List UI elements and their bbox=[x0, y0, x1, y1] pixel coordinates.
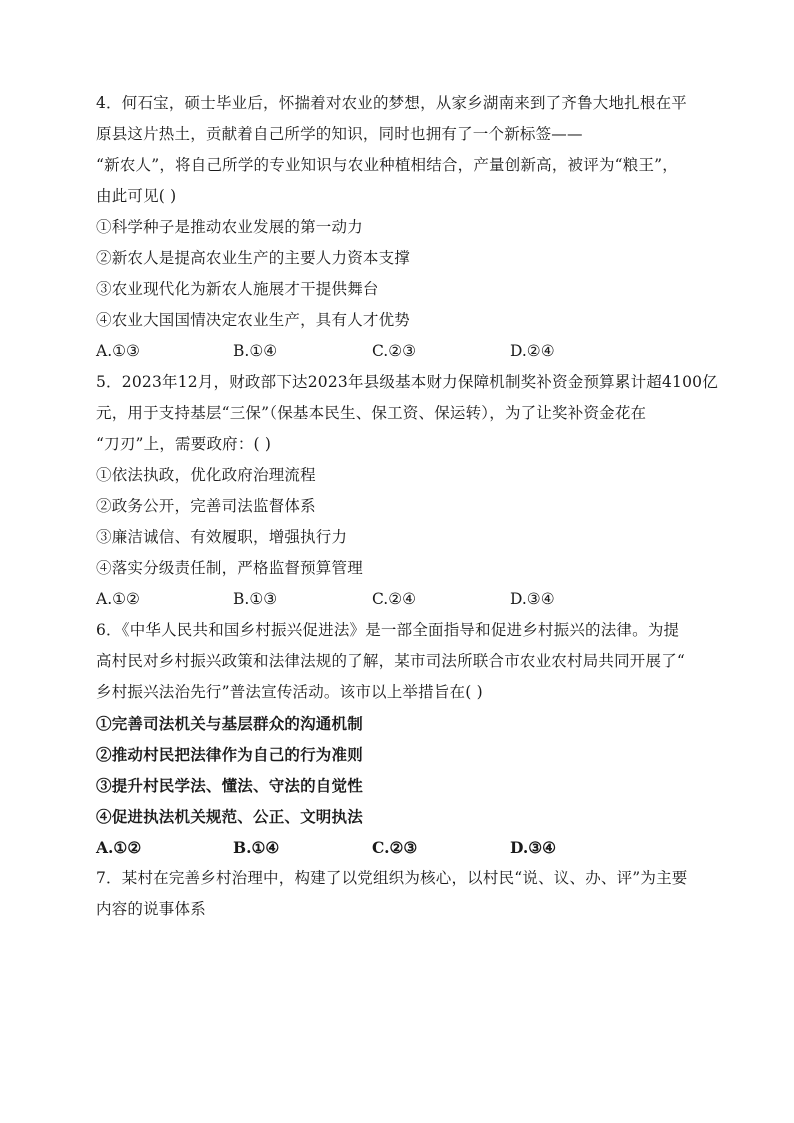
statement-3: ③提升村民学法、懂法、守法的自觉性 bbox=[96, 776, 363, 795]
answer-options bbox=[96, 336, 706, 367]
option-c[interactable]: C.②③ bbox=[372, 342, 417, 360]
statement-4: ④农业大国国情决定农业生产，具有人才优势 bbox=[96, 311, 411, 329]
question-5 bbox=[96, 367, 718, 615]
option-d[interactable]: D.②④ bbox=[510, 342, 555, 360]
statement-1: ①依法执政，优化政府治理流程 bbox=[96, 466, 316, 484]
question-stem-line: 元，用于支持基层“三保”（保基本民生、保工资、保运转），为了让奖补资金花在 bbox=[96, 404, 647, 422]
statement-2: ②推动村民把法律作为自己的行为准则 bbox=[96, 745, 363, 764]
option-b[interactable]: B.①③ bbox=[233, 590, 278, 608]
question-stem-line: 7．某村在完善乡村治理中，构建了以党组织为核心，以村民“说、议、办、评”为主要 bbox=[96, 869, 688, 887]
option-d[interactable]: D.③④ bbox=[510, 838, 557, 857]
question-7 bbox=[96, 863, 706, 925]
option-b[interactable]: B.①④ bbox=[233, 838, 280, 857]
option-a[interactable]: A.①② bbox=[96, 838, 142, 857]
question-stem-line: 高村民对乡村振兴政策和法律法规的了解，某市司法所联合市农业农村局共同开展了“ bbox=[96, 652, 686, 670]
option-a[interactable]: A.①② bbox=[96, 590, 140, 608]
option-c[interactable]: C.②④ bbox=[372, 590, 417, 608]
statement-1: ①科学种子是推动农业发展的第一动力 bbox=[96, 218, 363, 236]
question-4 bbox=[96, 88, 706, 367]
statement-3: ③农业现代化为新农人施展才干提供舞台 bbox=[96, 280, 379, 298]
statement-4: ④落实分级责任制，严格监督预算管理 bbox=[96, 559, 363, 577]
answer-options bbox=[96, 584, 706, 615]
question-stem-line: 4．何石宝，硕士毕业后，怀揣着对农业的梦想，从家乡湖南来到了齐鲁大地扎根在平 bbox=[96, 94, 687, 112]
statement-3: ③廉洁诚信、有效履职，增强执行力 bbox=[96, 528, 348, 546]
question-6 bbox=[96, 615, 706, 863]
option-a[interactable]: A.①③ bbox=[96, 342, 140, 360]
question-stem-line: 内容的说事体系 bbox=[96, 900, 206, 918]
option-c[interactable]: C.②③ bbox=[372, 838, 418, 857]
question-stem-line: “刀刃”上，需要政府：( ) bbox=[96, 435, 272, 453]
question-stem-line: “新农人”，将自己所学的专业知识与农业种植相结合，产量创新高，被评为“粮王”， bbox=[96, 156, 678, 174]
statement-4: ④促进执法机关规范、公正、文明执法 bbox=[96, 807, 363, 826]
question-stem-line: 5．2023年12月，财政部下达2023年县级基本财力保障机制奖补资金预算累计超4100亿 bbox=[96, 373, 718, 391]
question-stem-line: 乡村振兴法治先行”普法宣传活动。该市以上举措旨在( ) bbox=[96, 683, 483, 701]
statement-2: ②新农人是提高农业生产的主要人力资本支撑 bbox=[96, 249, 411, 267]
option-d[interactable]: D.③④ bbox=[510, 590, 555, 608]
statement-1: ①完善司法机关与基层群众的沟通机制 bbox=[96, 714, 363, 733]
question-stem-line: 原县这片热土，贡献着自己所学的知识，同时也拥有了一个新标签—— bbox=[96, 125, 583, 143]
answer-options bbox=[96, 832, 706, 863]
statement-2: ②政务公开，完善司法监督体系 bbox=[96, 497, 316, 515]
option-b[interactable]: B.①④ bbox=[233, 342, 278, 360]
exam-page bbox=[96, 88, 718, 925]
question-stem-line: 6．《中华人民共和国乡村振兴促进法》是一部全面指导和促进乡村振兴的法律。为提 bbox=[96, 621, 680, 639]
question-stem-line: 由此可见( ) bbox=[96, 187, 177, 205]
